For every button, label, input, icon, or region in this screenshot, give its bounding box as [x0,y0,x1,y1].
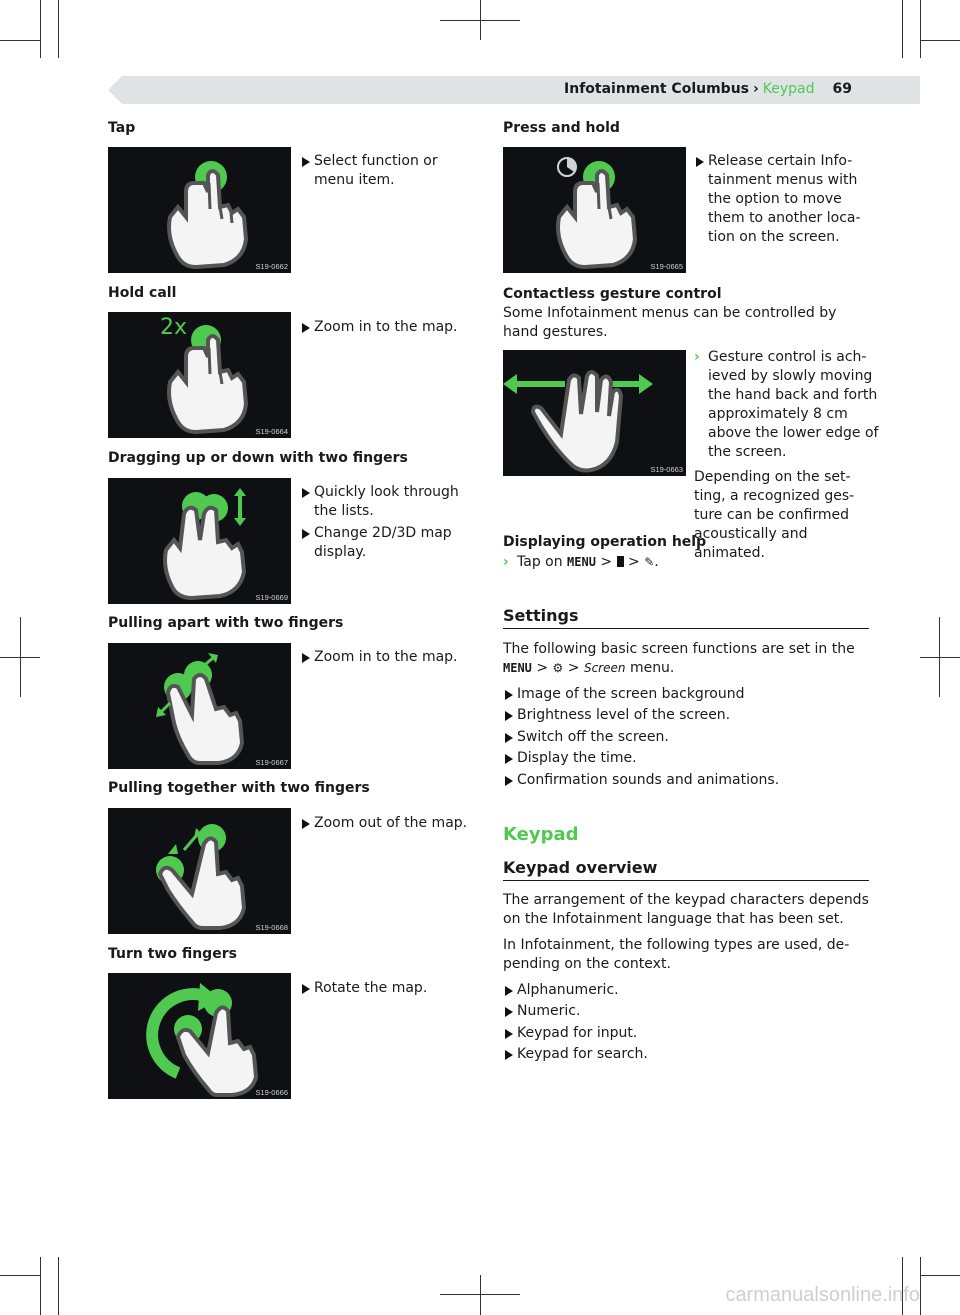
contactless-intro: Some Infotainment menus can be controlled by hand gestures. [503,305,837,340]
keypad-paragraph: The arrangement of the keypad characters depends on the Infotainment language that has been set. [503,892,869,927]
contactless-after-text: Depending on the set- ting, a recognized ges- ture can be confirmed acoustically and animated. [694,469,855,561]
figure-pull-together [108,808,291,934]
figure-code: S19-0669 [255,593,288,602]
crop-mark [58,0,59,58]
gesture-title-hold-call: Hold call [108,285,177,301]
bullet-item: Keypad for search. [503,1045,883,1064]
section-title: Keypad [762,81,815,97]
bullet-item: Zoom in to the map. [300,318,474,337]
help-tap-on: Tap on [517,554,563,570]
hand-pinch-out-icon [108,643,291,769]
chapter-title: Infotainment Columbus [564,81,749,97]
figure-tap [108,147,291,273]
crop-mark [902,0,903,58]
menu-word: menu. [629,660,675,676]
keypad-paragraph: In Infotainment, the following types are used, de- pending on the context. [503,937,850,972]
hand-press-hold-icon [503,147,686,273]
crop-mark [920,1257,921,1315]
bullet-item: Numeric. [503,1002,883,1021]
hand-two-finger-drag-icon [108,478,291,604]
crop-mark [40,1257,41,1315]
bullet-item: Keypad for input. [503,1024,883,1043]
bullet-item: Zoom in to the map. [300,648,474,667]
gesture-hand-icon: ✎ [644,555,655,569]
menu-key: MENU [567,555,596,569]
crop-mark [939,617,940,697]
figure-drag [108,478,291,604]
figure-code: S19-0667 [255,758,288,767]
bullet-item: Switch off the screen. [503,728,883,747]
gesture-title-pull-apart: Pulling apart with two fingers [108,615,344,631]
figure-contactless [503,350,686,476]
help-title: Displaying operation help [503,534,707,550]
bullet-item: Select function or menu item. [300,152,464,190]
crop-mark [0,40,40,41]
settings-heading: Settings [503,606,869,629]
bullet-item: Alphanumeric. [503,981,883,1000]
gt-symbol: > [628,554,640,570]
gt-symbol: > [567,660,580,676]
hand-tap-icon [108,147,291,273]
contactless-after [694,468,864,563]
figure-code: S19-0664 [255,427,288,436]
gt-symbol: > [536,660,549,676]
step-arrow-icon: › [694,349,700,365]
info-square-icon [617,556,624,567]
help-end: . [654,554,659,570]
step-text: Gesture control is ach- ieved by slowly moving the hand back and forth approximately 8 cm above the lower edge of the screen. [708,349,879,460]
figure-press-hold [503,147,686,273]
crop-mark [920,0,921,58]
keypad-overview-heading: Keypad overview [503,858,869,881]
bullet-item: Change 2D/3D map display. [300,524,474,562]
figure-code: S19-0666 [255,1088,288,1097]
menu-key: MENU [503,661,532,675]
gesture-title-drag: Dragging up or down with two fingers [108,450,408,466]
crop-mark [480,0,481,40]
bullet-item: Release certain Info- tainment menus with the option to move them to another loca- tion on the screen. [694,152,868,247]
footer-watermark: carmanualsonline.info [725,1284,920,1306]
crop-mark [0,1275,40,1276]
page-number: 69 [832,81,852,97]
gesture-title-turn: Turn two fingers [108,946,237,962]
screen-key: Screen [583,661,626,675]
crop-mark [40,0,41,58]
settings-intro-text: The following basic screen functions are set in the [503,641,855,657]
figure-code: S19-0663 [650,465,683,474]
settings-gear-icon: ⚙ [552,661,564,675]
hand-rotate-icon [108,973,291,1099]
bullet-item: Image of the screen background [503,685,883,704]
hand-swipe-icon [503,350,686,476]
figure-code: S19-0665 [650,262,683,271]
crop-mark [920,40,960,41]
hand-double-tap-icon [108,312,291,438]
crop-mark [920,657,960,658]
contactless-title: Contactless gesture control [503,286,722,302]
hand-pinch-in-icon [108,808,291,934]
bullet-item: Quickly look through the lists. [300,483,474,521]
figure-code: S19-0668 [255,923,288,932]
keypad-heading: Keypad [503,824,579,845]
breadcrumb-separator: › [753,81,759,97]
figure-code: S19-0662 [255,262,288,271]
settings-intro [503,640,869,678]
crop-mark [480,1275,481,1315]
bullet-item: Zoom out of the map. [300,814,484,833]
bullet-item: Display the time. [503,749,883,768]
gt-symbol: > [600,554,613,570]
page-header [564,81,852,97]
figure-hold-call [108,312,291,438]
bullet-item: Confirmation sounds and animations. [503,771,883,790]
figure-turn [108,973,291,1099]
help-step [503,553,883,572]
figure-pull-apart [108,643,291,769]
gesture-title-tap: Tap [108,120,136,136]
step-item [694,348,883,462]
gesture-title-pull-together: Pulling together with two fingers [108,780,370,796]
crop-mark [920,1275,960,1276]
gesture-title-press-hold: Press and hold [503,120,620,136]
overlay-label: 2x [160,315,188,340]
crop-mark [58,1257,59,1315]
crop-mark [20,617,21,697]
step-arrow-icon: › [503,554,509,570]
bullet-item: Brightness level of the screen. [503,706,883,725]
bullet-item: Rotate the map. [300,979,474,998]
